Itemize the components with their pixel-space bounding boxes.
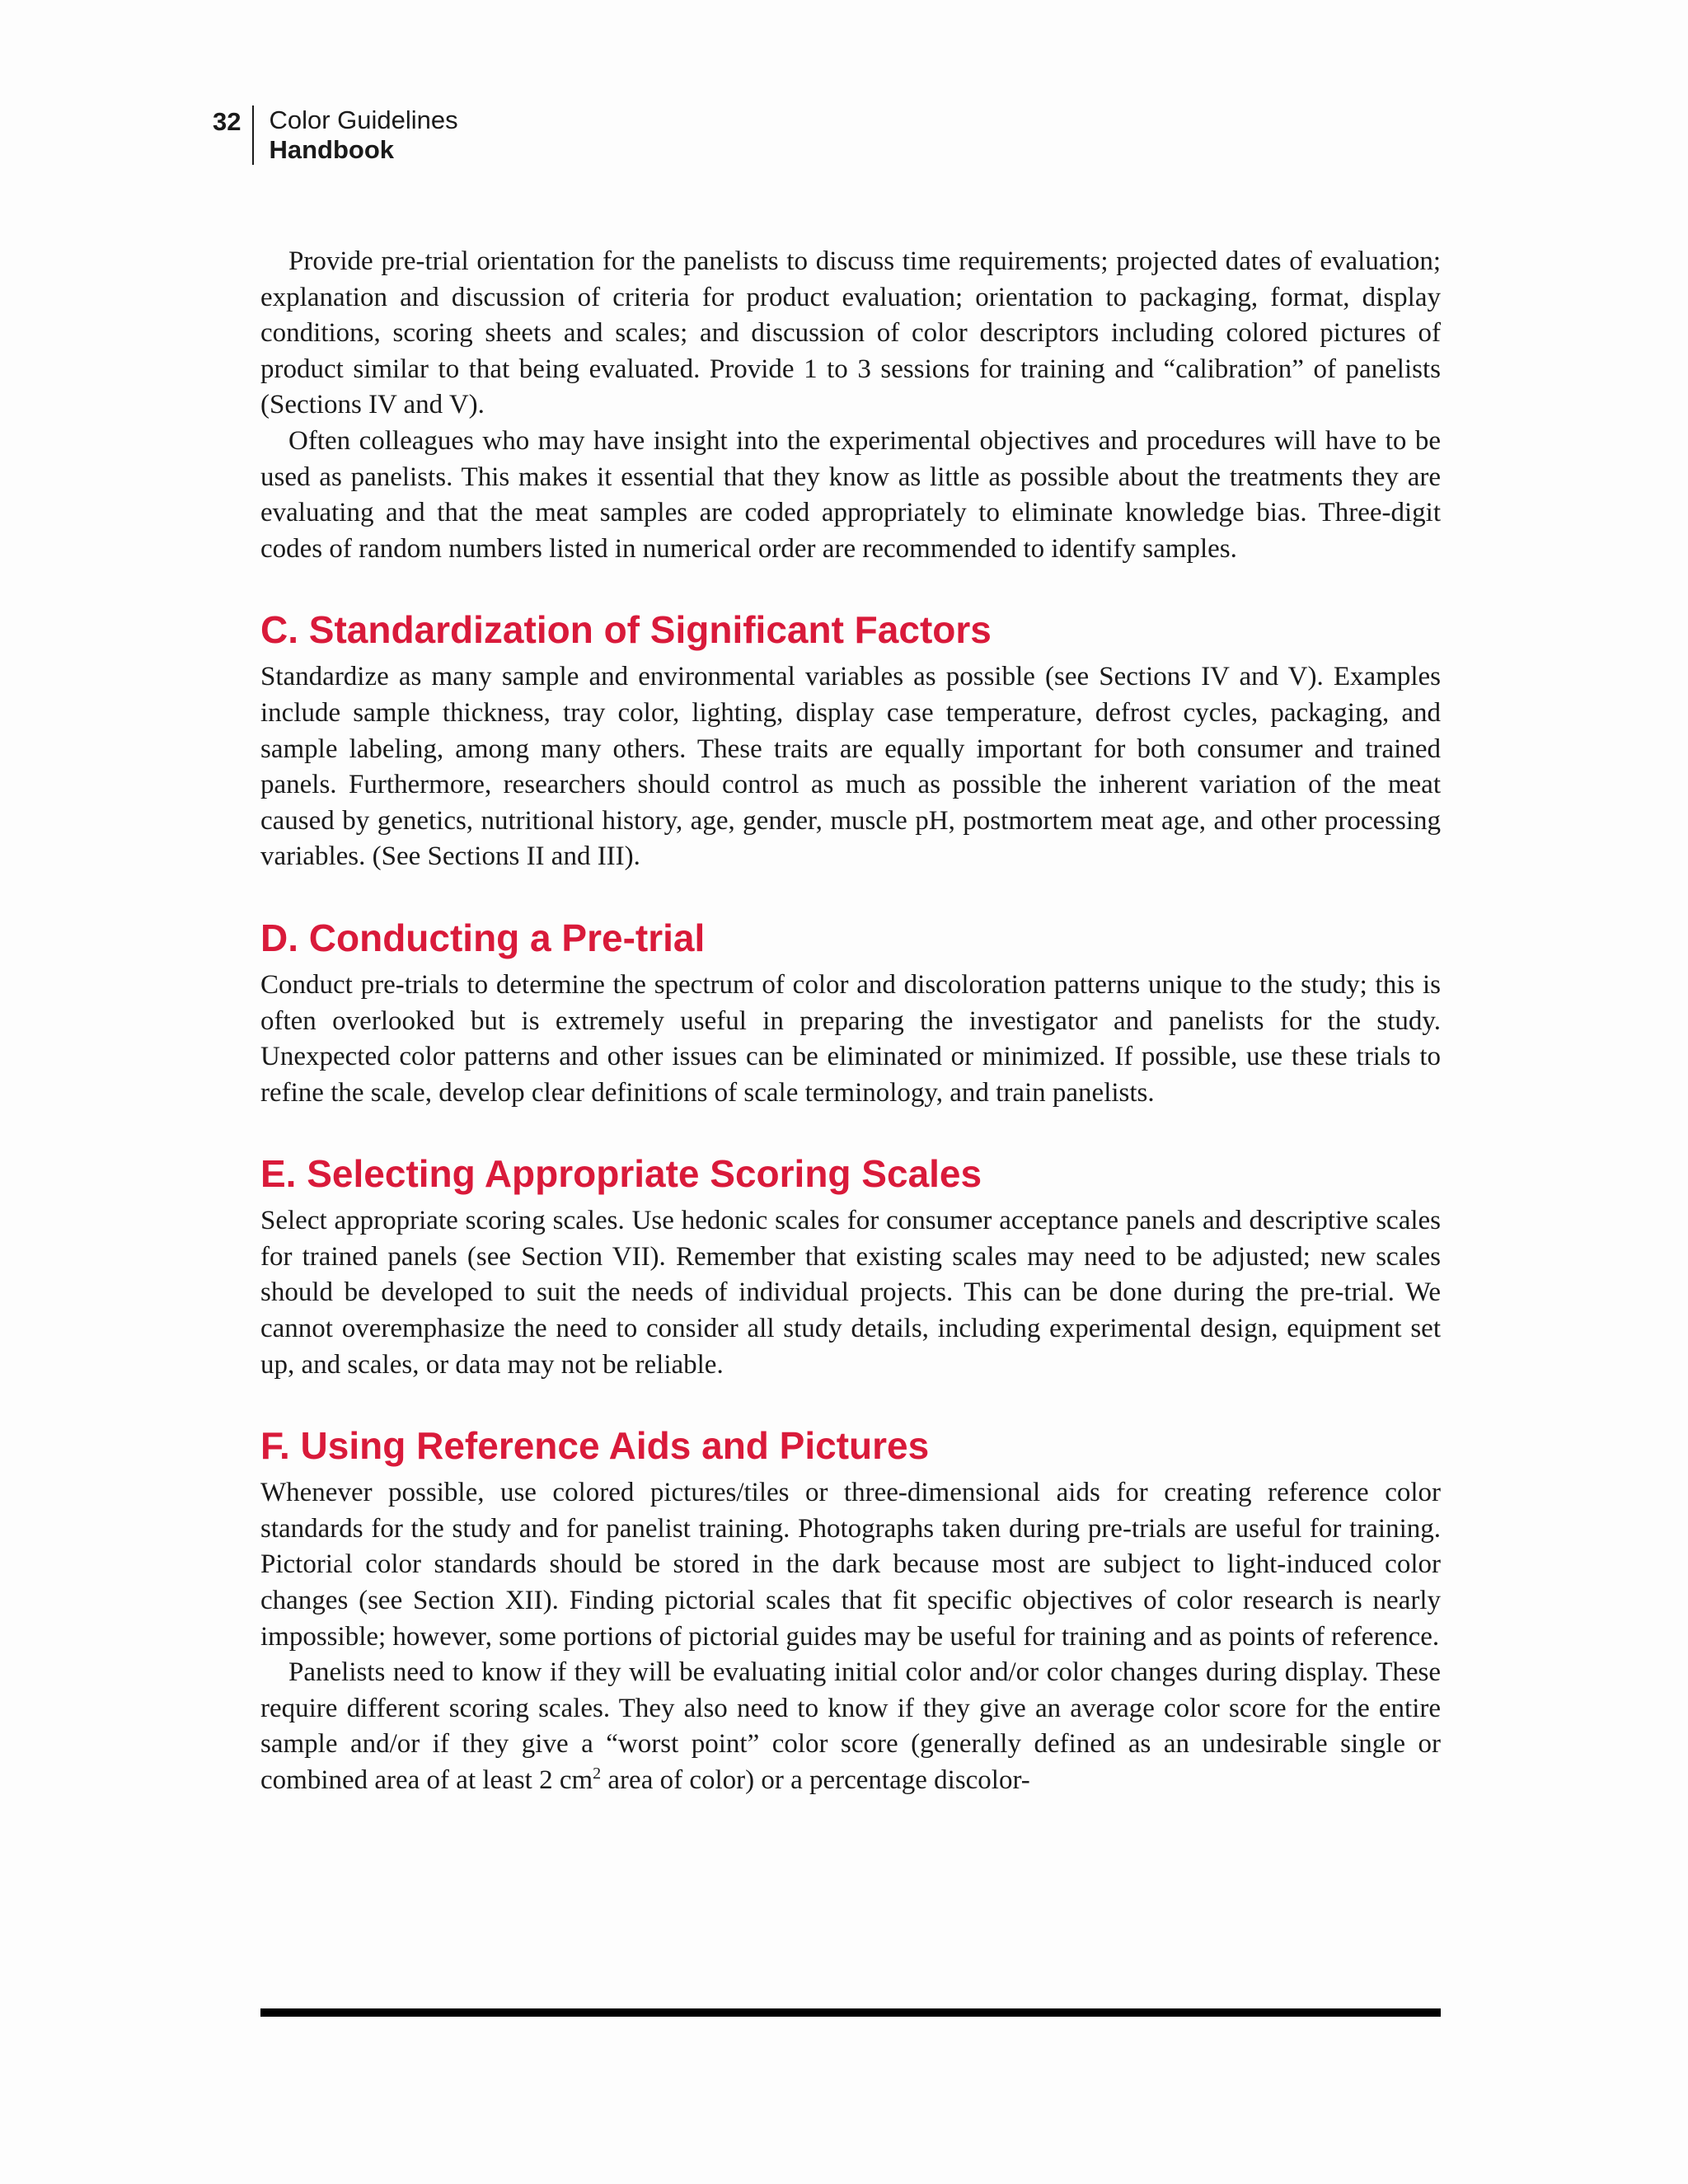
header-divider bbox=[252, 105, 254, 165]
page-number: 32 bbox=[213, 107, 241, 136]
section-f-heading: F. Using Reference Aids and Pictures bbox=[260, 1424, 930, 1468]
section-d bbox=[260, 913, 1441, 1111]
running-title bbox=[269, 105, 457, 165]
page-header bbox=[213, 105, 458, 165]
section-d-heading: D. Conducting a Pre-trial bbox=[260, 916, 706, 959]
running-title-line1: Color Guidelines bbox=[269, 105, 458, 134]
section-e bbox=[260, 1149, 1441, 1383]
footer-rule bbox=[260, 2008, 1441, 2017]
section-f-p2-text: Panelists need to know if they will be evaluating initial color and/or color changes during display. These require different scoring scales. They also need to know if they give an average color score for the entire sample and/or if they give a “worst point” color score (generally defined as an undesirable single or combined area of at least 2 cm bbox=[260, 1657, 1441, 1795]
page-body bbox=[260, 244, 1441, 1799]
section-e-paragraph: Select appropriate scoring scales. Use hedonic scales for consumer acceptance panels and descriptive scales for trained panels (see Section VII). Remember that existing scales may need to be adjusted; new scales should be developed to suit the needs of individual projects. This can be done during the pre-trial. We cannot overemphasize the need to consider all study details, including experimental design, equipment set up, and scales, or data may not be reliable. bbox=[260, 1206, 1441, 1380]
intro-paragraph-2: Often colleagues who may have insight into the experimental objectives and procedures will have to be used as panelists. This makes it essential that they know as little as possible about the treatments they are evaluating and that the meat samples are coded appropriately to eliminate knowledge bias. Three-digit codes of random numbers listed in numerical order are recommended to identify samples. bbox=[260, 425, 1441, 564]
section-f-paragraph-2 bbox=[260, 1655, 1441, 1798]
section-f-p2-text-end: area of color) or a percentage discolor- bbox=[601, 1765, 1030, 1795]
section-f-paragraph-1: Whenever possible, use colored pictures/tiles or three-dimensional aids for creating reference color standards for the study and for panelist training. Photographs taken during pre-trials are useful for training. Pictorial color standards should be stored in the dark because most are subject to light-induced color changes (see Section XII). Finding pictorial scales that fit specific objectives of color research is nearly impossible; however, some portions of pictorial guides may be useful for training and as points of reference. bbox=[260, 1478, 1441, 1652]
section-f bbox=[260, 1421, 1441, 1798]
section-c-heading: C. Standardization of Significant Factors bbox=[260, 608, 992, 652]
running-title-line2: Handbook bbox=[269, 135, 395, 164]
intro-paragraph-1: Provide pre-trial orientation for the panelists to discuss time requirements; projected dates of evaluation; explanation and discussion of criteria for product evaluation; orientation to packaging, format, display conditions, scoring sheets and scales; and discussion of color descriptors including colored pictures of product similar to that being evaluated. Provide 1 to 3 sessions for training and “calibration” of panelists (Sections IV and V). bbox=[260, 246, 1441, 420]
section-c bbox=[260, 605, 1441, 875]
superscript-2: 2 bbox=[593, 1765, 602, 1783]
section-c-paragraph: Standardize as many sample and environmental variables as possible (see Sections IV and V). Examples include sample thickness, tray color, lighting, display case temperature, defrost cycles, packaging, and sample labeling, among many others. These traits are equally important for both consumer and trained panels. Furthermore, researchers should control as much as possible the inherent variation of the meat caused by genetics, nutritional history, age, gender, muscle pH, postmortem meat age, and other processing variables. (See Sections II and III). bbox=[260, 662, 1441, 872]
section-d-paragraph: Conduct pre-trials to determine the spectrum of color and discoloration patterns unique to the study; this is often overlooked but is extremely useful in preparing the investigator and panelists for the study. Unexpected color patterns and other issues can be eliminated or minimized. If possible, use these trials to refine the scale, develop clear definitions of scale terminology, and train panelists. bbox=[260, 969, 1441, 1108]
section-e-heading: E. Selecting Appropriate Scoring Scales bbox=[260, 1152, 982, 1196]
